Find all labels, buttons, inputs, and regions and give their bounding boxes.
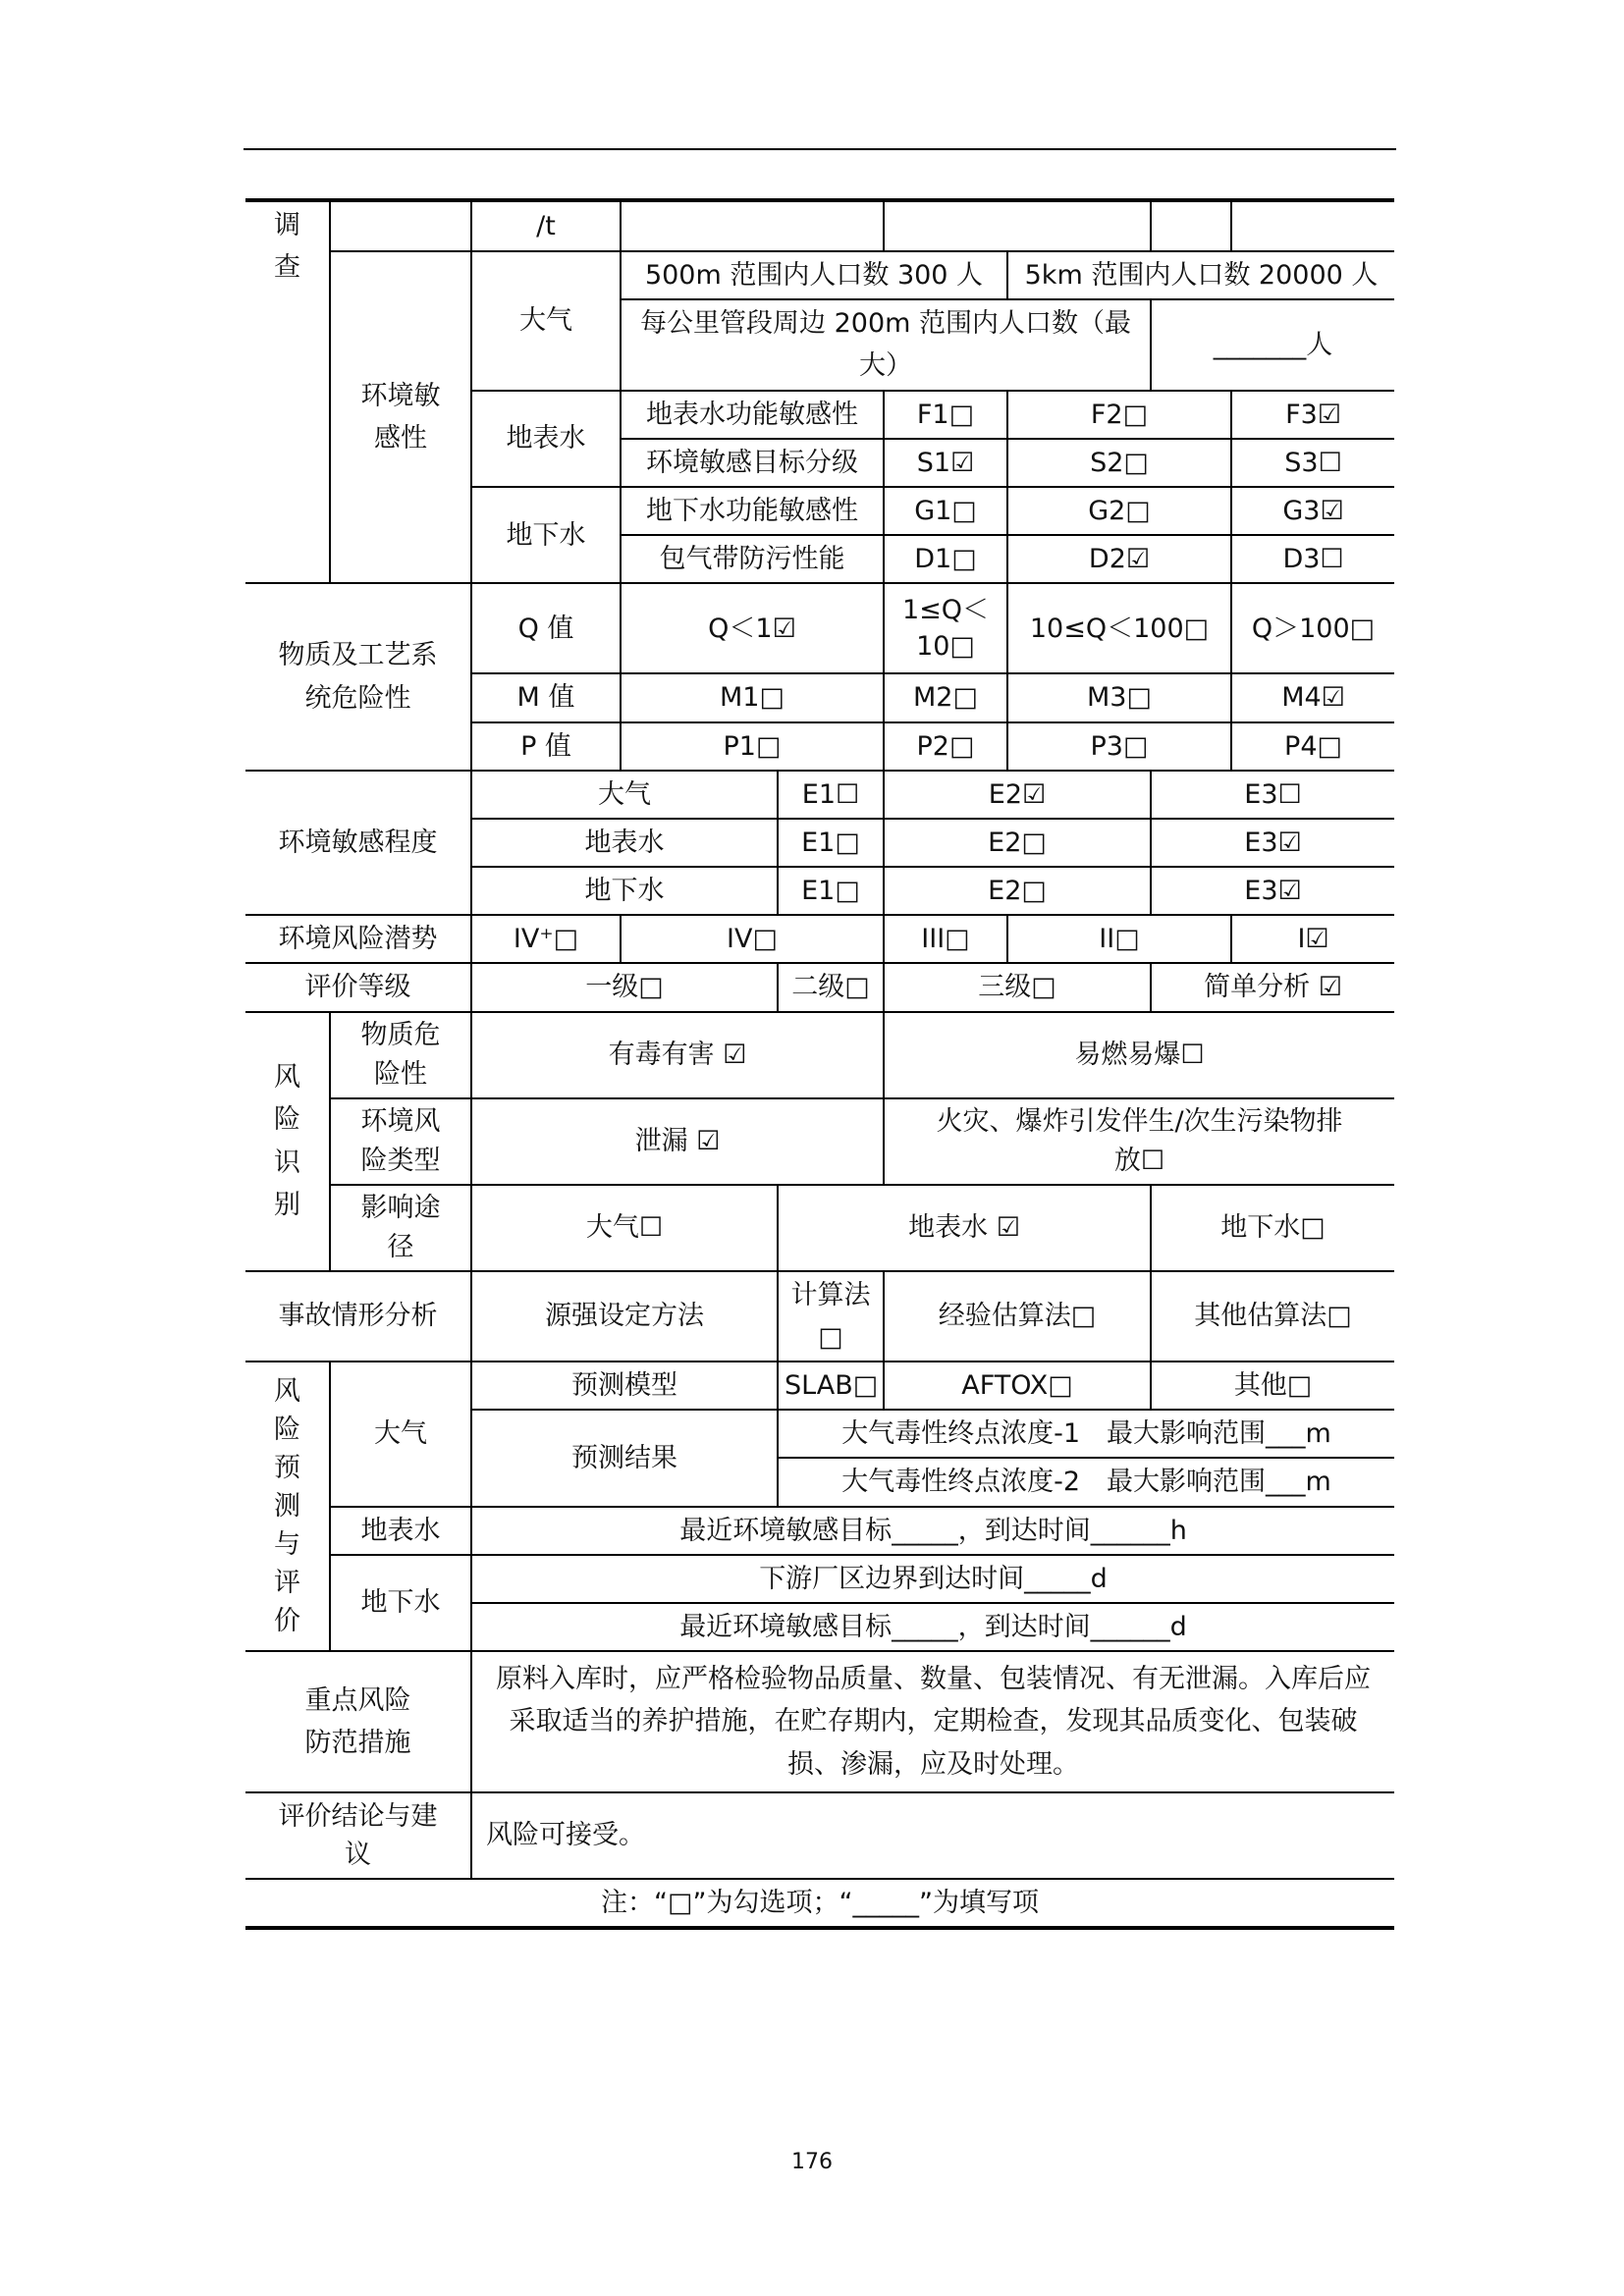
- gw-g2: G2□: [1007, 487, 1231, 535]
- sensitivity-degree-label: 环境敏感程度: [245, 771, 471, 916]
- model-other: 其他□: [1151, 1362, 1394, 1410]
- path-sw: 地表水 ☑: [778, 1185, 1151, 1271]
- pred-result-label: 预测结果: [471, 1410, 778, 1506]
- sd-gw-e3: E3☑: [1151, 867, 1394, 915]
- path-atm: 大气☐: [471, 1185, 778, 1271]
- ground-water-label: 地下水: [471, 487, 621, 583]
- gw-d3: D3☐: [1231, 535, 1394, 583]
- header-rule: [244, 148, 1396, 150]
- q-10-100: 10≤Q＜100□: [1007, 583, 1231, 673]
- pred-sw-result: 最近环境敏感目标_____，到达时间______h: [471, 1507, 1394, 1555]
- identification-label: 风 险 识 别: [245, 1012, 330, 1271]
- atm-5km-population: 5km 范围内人口数 20000 人: [1007, 251, 1394, 299]
- atmosphere-label: 大气: [471, 251, 621, 391]
- gw-function-sensitivity: 地下水功能敏感性: [621, 487, 884, 535]
- source-method: 源强设定方法: [471, 1271, 778, 1362]
- atm-pipeline-population-value: _______人: [1151, 299, 1394, 390]
- gw-g3: G3☑: [1231, 487, 1394, 535]
- sd-sw-e1: E1□: [778, 819, 884, 867]
- atm-500m-population: 500m 范围内人口数 300 人: [621, 251, 1007, 299]
- m2: M2□: [884, 673, 1007, 721]
- risk-type-label: 环境风 险类型: [330, 1098, 471, 1185]
- sd-atm-e2: E2☑: [884, 771, 1151, 819]
- risk-assessment-table-wrapper: [245, 198, 1394, 1930]
- p3: P3□: [1007, 722, 1231, 771]
- measures-label: 重点风险 防范措施: [245, 1651, 471, 1792]
- sw-target-grade: 环境敏感目标分级: [621, 439, 884, 487]
- grade-simple: 简单分析 ☑: [1151, 963, 1394, 1011]
- page-number: 176: [791, 2150, 833, 2174]
- sd-gw-e2: E2□: [884, 867, 1151, 915]
- potential-ii: II□: [1007, 915, 1231, 963]
- table-note: 注：“□”为勾选项；“_____”为填写项: [245, 1879, 1394, 1928]
- sd-sw: 地表水: [471, 819, 778, 867]
- empirical-method: 经验估算法□: [884, 1271, 1151, 1362]
- flammable-explosive: 易燃易爆☐: [884, 1012, 1394, 1098]
- m4: M4☑: [1231, 673, 1394, 721]
- path-gw: 地下水□: [1151, 1185, 1394, 1271]
- survey-blank-cell: [884, 200, 1151, 251]
- risk-potential-label: 环境风险潜势: [245, 915, 471, 963]
- sd-atm-e3: E3☐: [1151, 771, 1394, 819]
- p-value-label: P 值: [471, 722, 621, 771]
- sw-s1: S1☑: [884, 439, 1007, 487]
- sd-gw: 地下水: [471, 867, 778, 915]
- pred-result-2: 大气毒性终点浓度-2 最大影响范围___m: [778, 1458, 1394, 1506]
- potential-iii: III□: [884, 915, 1007, 963]
- impact-path-label: 影响途 径: [330, 1185, 471, 1271]
- potential-iv: IV□: [621, 915, 884, 963]
- p1: P1□: [621, 722, 884, 771]
- q-1-10: 1≤Q＜ 10□: [884, 583, 1007, 673]
- survey-unit: /t: [471, 200, 621, 251]
- eval-grade-label: 评价等级: [245, 963, 471, 1011]
- m3: M3□: [1007, 673, 1231, 721]
- sd-sw-e3: E3☑: [1151, 819, 1394, 867]
- survey-blank-cell: [1151, 200, 1231, 251]
- gw-vadose-performance: 包气带防污性能: [621, 535, 884, 583]
- grade-3: 三级□: [884, 963, 1151, 1011]
- model-slab: SLAB□: [778, 1362, 884, 1410]
- surface-water-label: 地表水: [471, 391, 621, 487]
- survey-blank-cell: [621, 200, 884, 251]
- sw-f2: F2□: [1007, 391, 1231, 439]
- pred-gw-result-2: 最近环境敏感目标_____，到达时间______d: [471, 1603, 1394, 1651]
- survey-blank-cell: [1231, 200, 1394, 251]
- grade-1: 一级□: [471, 963, 778, 1011]
- m-value-label: M 值: [471, 673, 621, 721]
- accident-label: 事故情形分析: [245, 1271, 471, 1362]
- p4: P4□: [1231, 722, 1394, 771]
- calc-method: 计算法□: [778, 1271, 884, 1362]
- sd-atm: 大气: [471, 771, 778, 819]
- q-lt-1: Q＜1☑: [621, 583, 884, 673]
- conclusion-label: 评价结论与建 议: [245, 1792, 471, 1879]
- survey-blank-cell: [330, 200, 471, 251]
- gw-d1: D1□: [884, 535, 1007, 583]
- other-method: 其他估算法□: [1151, 1271, 1394, 1362]
- sd-gw-e1: E1□: [778, 867, 884, 915]
- leak: 泄漏 ☑: [471, 1098, 884, 1185]
- sd-atm-e1: E1☐: [778, 771, 884, 819]
- m1: M1□: [621, 673, 884, 721]
- sd-sw-e2: E2□: [884, 819, 1151, 867]
- p2: P2□: [884, 722, 1007, 771]
- atm-pipeline-population-label: 每公里管段周边 200m 范围内人口数（最大）: [621, 299, 1151, 390]
- potential-iv-plus: IV⁺□: [471, 915, 621, 963]
- fire-explosion: 火灾、爆炸引发伴生/次生污染物排 放☐: [884, 1098, 1394, 1185]
- toxic-harmful: 有毒有害 ☑: [471, 1012, 884, 1098]
- grade-2: 二级□: [778, 963, 884, 1011]
- sw-function-sensitivity: 地表水功能敏感性: [621, 391, 884, 439]
- model-aftox: AFTOX□: [884, 1362, 1151, 1410]
- env-sensitivity-label: 环境敏 感性: [330, 251, 471, 583]
- prediction-label: 风 险 预 测 与 评 价: [245, 1362, 330, 1651]
- sw-f3: F3☑: [1231, 391, 1394, 439]
- pred-gw-label: 地下水: [330, 1555, 471, 1651]
- gw-d2: D2☑: [1007, 535, 1231, 583]
- potential-i: I☑: [1231, 915, 1394, 963]
- q-value-label: Q 值: [471, 583, 621, 673]
- sw-s3: S3☐: [1231, 439, 1394, 487]
- pred-model-label: 预测模型: [471, 1362, 778, 1410]
- hazard-label: 物质及工艺系 统危险性: [245, 583, 471, 770]
- pred-result-1: 大气毒性终点浓度-1 最大影响范围___m: [778, 1410, 1394, 1458]
- pred-gw-result-1: 下游厂区边界到达时间_____d: [471, 1555, 1394, 1603]
- pred-atm-label: 大气: [330, 1362, 471, 1507]
- pred-sw-label: 地表水: [330, 1507, 471, 1555]
- sw-s2: S2□: [1007, 439, 1231, 487]
- risk-assessment-table: [245, 198, 1394, 1930]
- material-hazard-label: 物质危 险性: [330, 1012, 471, 1098]
- gw-g1: G1□: [884, 487, 1007, 535]
- conclusion-text: 风险可接受。: [471, 1792, 1394, 1879]
- measures-text: 原料入库时，应严格检验物品质量、数量、包装情况、有无泄漏。入库后应采取适当的养护措施，在贮存期内，定期检查，发现其品质变化、包装破损、渗漏，应及时处理。: [471, 1651, 1394, 1792]
- sw-f1: F1□: [884, 391, 1007, 439]
- survey-label: 调 查: [245, 200, 330, 583]
- q-gt-100: Q＞100□: [1231, 583, 1394, 673]
